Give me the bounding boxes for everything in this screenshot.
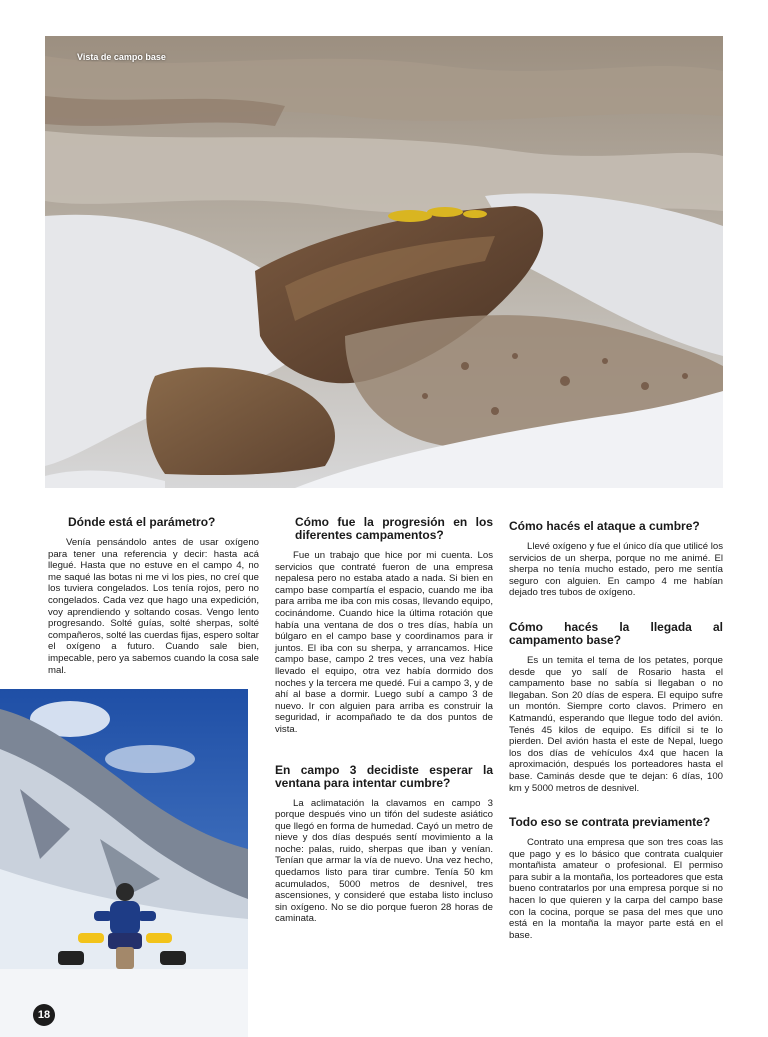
section-heading: Cómo hacés el ataque a cumbre? [509, 519, 700, 533]
section-body: Contrato una empresa que son tres coas las que pago y es lo básico que contrata cualquier montañista amateur o profesional. El permiso para subir a la montaña, los porteadores que esta bueno contratarlos por una empresa porque si no hacen lo que quieren y la carpa del campo base con la cocina, porque se pasa del mes que uno está en la montaña la mayor parte está en el base. [509, 837, 723, 941]
photo-caption: Vista de campo base [77, 52, 166, 62]
section-body: Llevé oxígeno y fue el único día que utilicé los servicios de un sherpa, porque no me animé. El sherpa no tenía mucho estado, pero me sentía seguro con alguien. En campo 4 me habían dejado tres tubos de oxígeno. [509, 541, 723, 599]
section-heading: Todo eso se contrata previamente? [509, 815, 711, 830]
section-heading: Cómo hacés la llegada al campamento base? [509, 619, 723, 647]
column-2 [275, 516, 493, 925]
column-1 [48, 516, 259, 676]
section-body: Venía pensándolo antes de usar oxígeno para tener una referencia y decir: hasta acá llegué. Hasta que no estuve en el campo 4, no me saqué las botas ni me vi los pies, no creí que los tuviera congelados. Los tenía rojos, pero no congelados. Cada vez que hago una expedición, voy aprendiendo y soltando cosas. Vengo lento progresando. Solté guías, solté sherpas, solté compañeros, solté las cuerdas fijas, espero soltar el oxígeno a futuro. Cuando sale bien, impecable, pero ya sabemos cuando la cosa sale mal. [48, 537, 259, 676]
section-body: Fue un trabajo que hice por mi cuenta. Los servicios que contraté fueron de una empresa nepalesa pero no estaba atado a nada. Si bien en campo base compartía el espacio, cuando me iba para arriba me iba con mis cosas, llevando equipo, cocinándome. Cuando hice la última rotación que había una ventana de dos o tres días, había un búlgaro en el campo base y coordinamos para ir juntos. El iba con su sherpa, y arrancamos. Hice campo base, campo 2 tres veces, una vez había llevado el equipo, otra vez había dormido dos noches y la tercera me quedé. Fui a campo 3, y de ahí al base a dormir. Luego subí a campo 3 de nuevo. Ir con alguien para arriba es construir la seguridad, ir acompañado te da dos puntos de vista. [275, 550, 493, 735]
climber-photo [0, 689, 248, 1037]
page-number: 18 [33, 1004, 55, 1026]
section-body: Es un temita el tema de los petates, porque desde que yo salí de Rosario hasta el campamento base no sabía si llegaban o no llegaban. Son 20 días de espera. El equipo sufre un montón. Siempre corto clavos. Primero en Katmandú, esperando que llegue todo del avión. Tenés 45 kilos de equipo. Es difícil si te lo pierden. Del avión hasta el este de Nepal, luego los dos días de vehículos 4x4 que hacen la aproximación, después los porteadores hasta el base. Caminás desde que te dejan: 6 días, 100 km y 5000 metros de desnivel. [509, 654, 723, 794]
column-3 [509, 520, 723, 941]
section-heading: Dónde está el parámetro? [68, 515, 216, 529]
section-heading: En campo 3 decidiste esperar la ventana para intentar cumbre? [275, 762, 493, 790]
base-camp-photo [45, 36, 723, 488]
section-body: La aclimatación la clavamos en campo 3 porque después vino un tifón del sudeste asiático que llegó en forma de humedad. Cayó un metro de nieve y dos días después sentí movimiento a la noche: palas, ruido, sherpas que iban y venían. Tenían que armar la vía de nuevo. Una vez hecho, quedamos listo para tirar cumbre. Tenía 50 km acumulados, 5000 metros de desnivel, tres ascensiones, y consideré que estaba listo incluso sin oxígeno. No se dio porque fueron 28 horas de caminata. [275, 797, 493, 925]
section-heading: Cómo fue la progresión en los diferentes campamentos? [295, 515, 493, 542]
